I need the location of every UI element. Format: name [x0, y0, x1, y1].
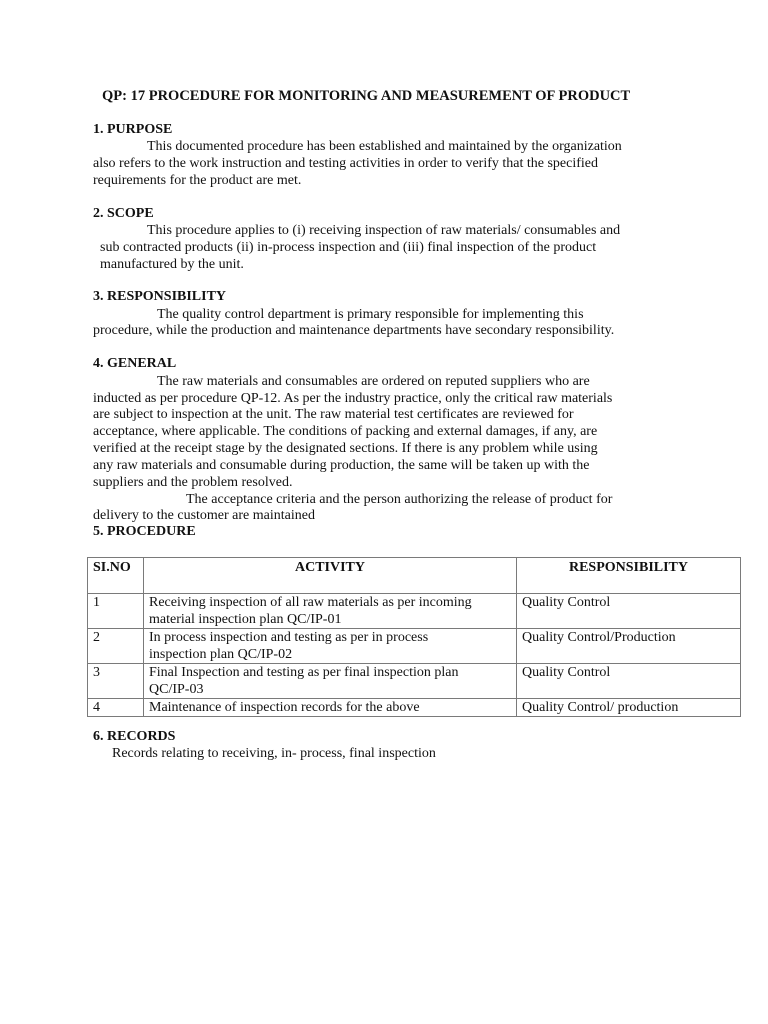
general-line: are subject to inspection at the unit. The raw material test certificates are reviewed for	[93, 407, 574, 422]
purpose-line: also refers to the work instruction and testing activities in order to verify that the specified	[93, 156, 599, 171]
table-row	[88, 664, 741, 699]
scope-line: sub contracted products (ii) in-process inspection and (iii) final inspection of the product	[100, 240, 597, 255]
cell-activity	[144, 699, 517, 717]
responsibility-line: procedure, while the production and maintenance departments have secondary responsibility.	[93, 323, 615, 338]
cell-responsibility: Quality Control/ production	[517, 699, 741, 717]
responsibility-heading: 3. RESPONSIBILITY	[93, 289, 227, 304]
procedure-table	[87, 557, 741, 717]
activity-line: In process inspection and testing as per in process	[149, 630, 429, 645]
cell-activity	[144, 594, 517, 629]
activity-line: Final Inspection and testing as per final inspection plan	[149, 665, 459, 680]
general-line: The acceptance criteria and the person authorizing the release of product for	[186, 492, 613, 507]
activity-line: QC/IP-03	[149, 682, 204, 697]
cell-sino: 3	[88, 664, 144, 699]
general-heading: 4. GENERAL	[93, 356, 177, 371]
scope-heading: 2. SCOPE	[93, 206, 154, 221]
general-line: verified at the receipt stage by the designated sections. If there is any problem while using	[93, 441, 598, 456]
records-heading: 6. RECORDS	[93, 729, 176, 744]
cell-responsibility: Quality Control	[517, 664, 741, 699]
document-title: QP: 17 PROCEDURE FOR MONITORING AND MEASUREMENT OF PRODUCT	[102, 88, 631, 104]
general-line: suppliers and the problem resolved.	[93, 475, 293, 490]
column-header-responsibility: RESPONSIBILITY	[517, 558, 741, 594]
table-row	[88, 629, 741, 664]
cell-activity	[144, 629, 517, 664]
table-row	[88, 594, 741, 629]
purpose-heading: 1. PURPOSE	[93, 122, 173, 137]
activity-line: Receiving inspection of all raw materials as per incoming	[149, 595, 472, 610]
cell-responsibility: Quality Control/Production	[517, 629, 741, 664]
activity-line: Maintenance of inspection records for the above	[149, 700, 420, 715]
column-header-activity: ACTIVITY	[144, 558, 517, 594]
table-row	[88, 699, 741, 717]
activity-line: inspection plan QC/IP-02	[149, 647, 293, 662]
responsibility-line: The quality control department is primary responsible for implementing this	[157, 307, 584, 322]
general-line: delivery to the customer are maintained	[93, 508, 315, 523]
column-header-sino: SI.NO	[88, 558, 144, 594]
procedure-heading: 5. PROCEDURE	[93, 524, 196, 539]
general-line: inducted as per procedure QP-12. As per the industry practice, only the critical raw materials	[93, 391, 613, 406]
purpose-line: requirements for the product are met.	[93, 173, 302, 188]
cell-activity	[144, 664, 517, 699]
cell-sino: 2	[88, 629, 144, 664]
purpose-line: This documented procedure has been established and maintained by the organization	[147, 139, 622, 154]
general-line: The raw materials and consumables are ordered on reputed suppliers who are	[157, 374, 590, 389]
cell-sino: 4	[88, 699, 144, 717]
table-header-row	[88, 558, 741, 594]
records-text: Records relating to receiving, in- process, final inspection	[112, 746, 436, 761]
general-line: any raw materials and consumable during production, the same will be taken up with the	[93, 458, 590, 473]
general-line: acceptance, where applicable. The conditions of packing and external damages, if any, are	[93, 424, 598, 439]
scope-line: This procedure applies to (i) receiving inspection of raw materials/ consumables and	[147, 223, 621, 238]
cell-sino: 1	[88, 594, 144, 629]
scope-line: manufactured by the unit.	[100, 257, 244, 272]
cell-responsibility: Quality Control	[517, 594, 741, 629]
activity-line: material inspection plan QC/IP-01	[149, 612, 342, 627]
